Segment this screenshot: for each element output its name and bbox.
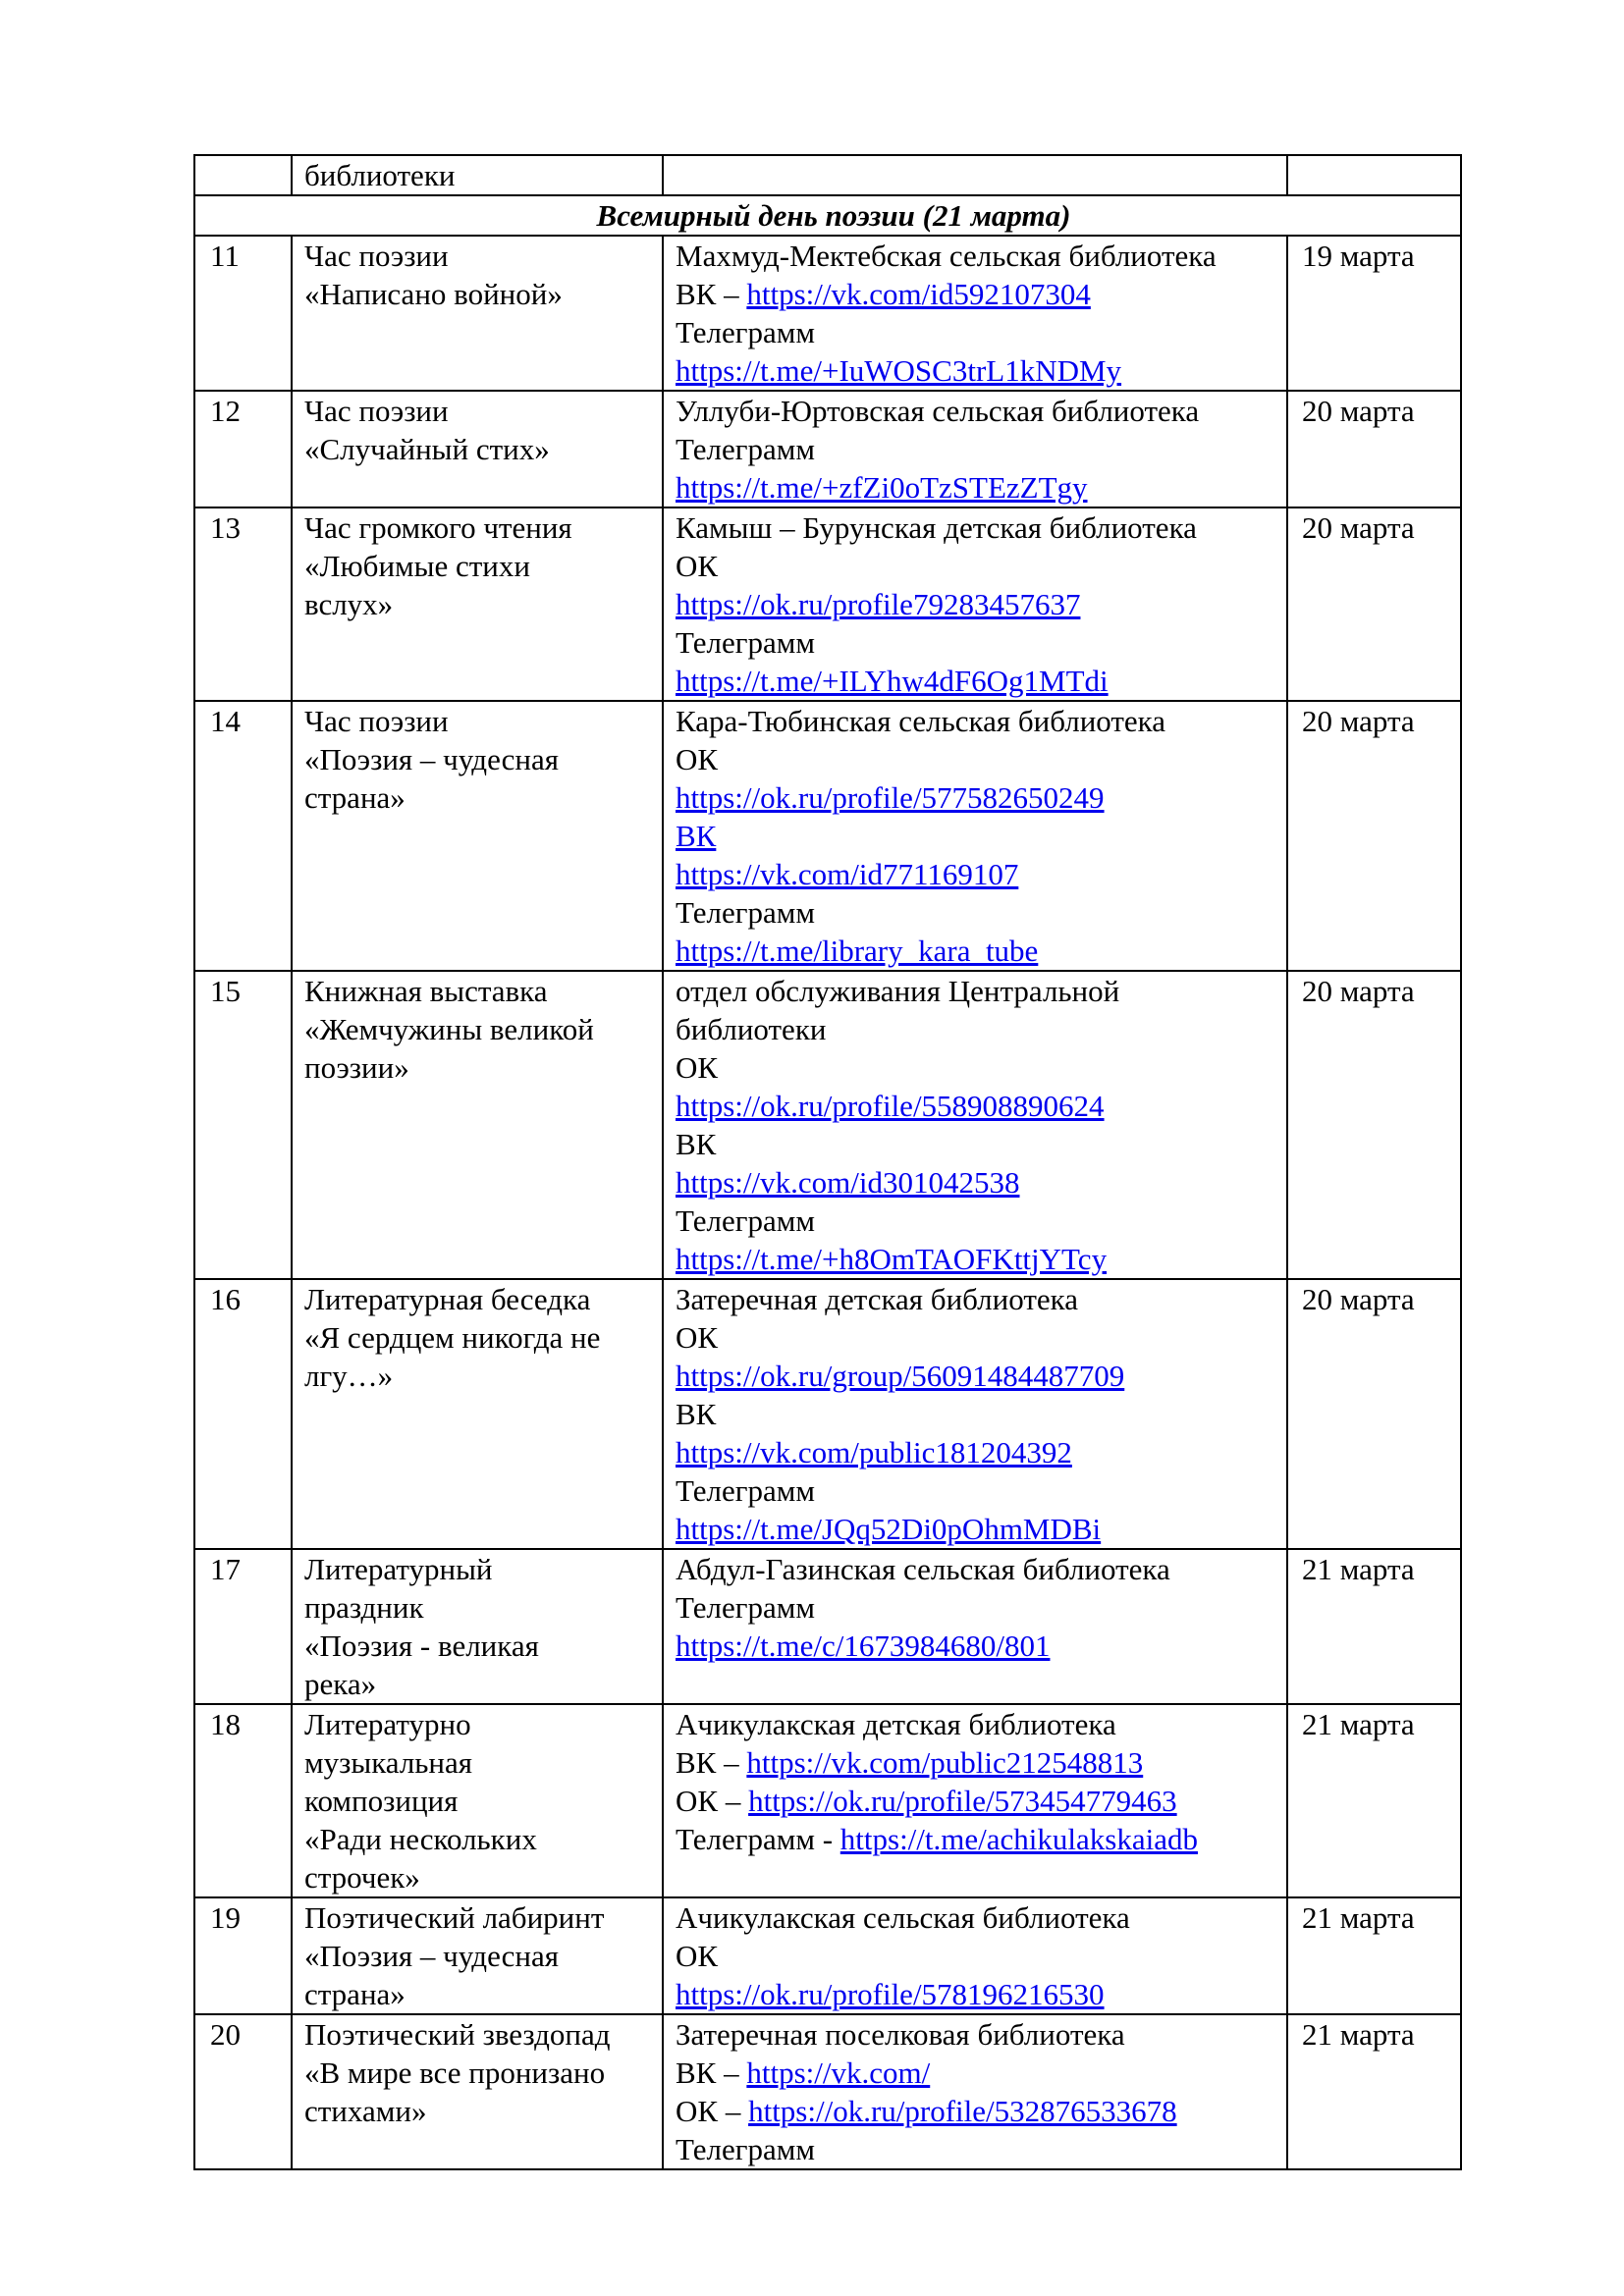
event-line: Литературный <box>304 1552 493 1586</box>
event-line: библиотеки <box>304 158 456 192</box>
place-line <box>676 1782 1286 1820</box>
place-text: Абдул-Газинская сельская библиотека <box>676 1552 1170 1586</box>
event-line: «Написано войной» <box>304 277 563 311</box>
place-text: Уллуби-Юртовская сельская библиотека <box>676 394 1200 428</box>
place-text: Затеречная детская библиотека <box>676 1282 1078 1316</box>
event-line: Литературно <box>304 1707 471 1741</box>
place-cell <box>663 236 1287 391</box>
place-line <box>676 1163 1286 1201</box>
place-text: Телеграмм <box>676 1590 815 1625</box>
event-line: стихами» <box>304 2094 427 2128</box>
event-cell <box>292 391 663 507</box>
event-line: Час поэзии <box>304 239 449 273</box>
row-number: 19 <box>194 1897 292 2014</box>
section-header-row <box>194 195 1461 236</box>
place-line <box>676 1743 1286 1782</box>
event-line: река» <box>304 1667 377 1701</box>
place-text: Затеречная поселковая библиотека <box>676 2017 1125 2052</box>
event-line: «Ради нескольких <box>304 1822 537 1856</box>
social-link[interactable]: https://t.me/library_kara_tube <box>676 934 1039 968</box>
table-row <box>194 701 1461 971</box>
place-line <box>676 855 1286 893</box>
event-cell <box>292 507 663 701</box>
row-number: 17 <box>194 1549 292 1704</box>
place-text: ВК <box>676 1127 717 1161</box>
place-text: библиотеки <box>676 1012 827 1046</box>
social-link[interactable]: https://vk.com/id301042538 <box>676 1165 1020 1200</box>
event-line: «Любимые стихи <box>304 549 530 583</box>
event-line: «В мире все пронизано <box>304 2056 606 2090</box>
event-line: «Жемчужины великой <box>304 1012 594 1046</box>
place-text: Телеграмм <box>676 1203 815 1238</box>
place-line <box>676 778 1286 817</box>
place-text: отдел обслуживания Центральной <box>676 974 1120 1008</box>
place-line <box>676 468 1286 507</box>
events-table <box>193 154 1462 2170</box>
place-line <box>676 972 1286 1010</box>
place-line <box>676 275 1286 313</box>
row-number: 14 <box>194 701 292 971</box>
place-line <box>676 351 1286 390</box>
event-line: Поэтический лабиринт <box>304 1900 605 1935</box>
continuation-row <box>194 155 1461 195</box>
event-line: «Я сердцем никогда не <box>304 1320 601 1355</box>
place-line <box>676 623 1286 662</box>
event-cell <box>292 701 663 971</box>
place-text: ОК <box>676 1320 719 1355</box>
social-link[interactable]: ВК <box>676 819 717 853</box>
place-line <box>676 1087 1286 1125</box>
place-text: Телеграмм <box>676 2132 815 2166</box>
place-line <box>676 2054 1286 2092</box>
place-line <box>676 1357 1286 1395</box>
place-line <box>676 1010 1286 1048</box>
place-line <box>676 1433 1286 1471</box>
date-cell <box>1287 155 1461 195</box>
date-cell: 21 марта <box>1287 2014 1461 2169</box>
row-number <box>194 155 292 195</box>
place-line <box>676 508 1286 547</box>
place-cell <box>663 1704 1287 1897</box>
event-cell <box>292 971 663 1279</box>
place-cell <box>663 1897 1287 2014</box>
place-line <box>676 585 1286 623</box>
place-cell <box>663 155 1287 195</box>
place-text: ОК – <box>676 1784 749 1818</box>
social-link[interactable]: https://ok.ru/profile/532876533678 <box>748 2094 1177 2128</box>
place-line <box>676 1588 1286 1627</box>
place-text: ОК <box>676 1939 719 1973</box>
date-cell: 21 марта <box>1287 1704 1461 1897</box>
event-line: строчек» <box>304 1860 420 1895</box>
place-cell <box>663 391 1287 507</box>
table-row <box>194 507 1461 701</box>
place-text: ОК – <box>676 2094 749 2128</box>
social-link[interactable]: https://ok.ru/profile79283457637 <box>676 587 1081 621</box>
place-cell <box>663 971 1287 1279</box>
social-link[interactable]: https://vk.com/id592107304 <box>746 277 1091 311</box>
place-cell <box>663 701 1287 971</box>
place-line <box>676 817 1286 855</box>
place-line <box>676 2130 1286 2168</box>
table-row <box>194 971 1461 1279</box>
date-cell: 21 марта <box>1287 1549 1461 1704</box>
place-line <box>676 313 1286 351</box>
place-cell <box>663 1279 1287 1549</box>
place-text: Телеграмм <box>676 625 815 660</box>
place-text: Телеграмм <box>676 1473 815 1508</box>
place-line <box>676 237 1286 275</box>
place-text: Камыш – Бурунская детская библиотека <box>676 510 1197 545</box>
table-row <box>194 1704 1461 1897</box>
event-cell <box>292 2014 663 2169</box>
row-number: 11 <box>194 236 292 391</box>
social-link[interactable]: https://vk.com/public212548813 <box>746 1745 1144 1780</box>
event-line: «Поэзия – чудесная <box>304 1939 559 1973</box>
place-line <box>676 2092 1286 2130</box>
table-row <box>194 2014 1461 2169</box>
date-cell: 20 марта <box>1287 1279 1461 1549</box>
event-line: страна» <box>304 780 406 815</box>
social-link[interactable]: https://vk.com/id771169107 <box>676 857 1019 891</box>
social-link[interactable]: https://vk.com/ <box>746 2056 931 2090</box>
event-cell <box>292 1704 663 1897</box>
place-line <box>676 1898 1286 1937</box>
event-cell <box>292 1549 663 1704</box>
place-line <box>676 1048 1286 1087</box>
event-line: «Поэзия - великая <box>304 1629 539 1663</box>
place-line <box>676 702 1286 740</box>
place-text: Кара-Тюбинская сельская библиотека <box>676 704 1166 738</box>
row-number: 16 <box>194 1279 292 1549</box>
table-row <box>194 1549 1461 1704</box>
place-line <box>676 1318 1286 1357</box>
place-text: Телеграмм <box>676 315 815 349</box>
place-line <box>676 662 1286 700</box>
place-line <box>676 1471 1286 1510</box>
table-row <box>194 236 1461 391</box>
social-link[interactable]: https://t.me/+IuWOSC3trL1kNDMy <box>676 353 1122 388</box>
place-line <box>676 740 1286 778</box>
place-text: ОК <box>676 1050 719 1085</box>
event-cell <box>292 1279 663 1549</box>
event-cell <box>292 1897 663 2014</box>
event-line: Час поэзии <box>304 704 449 738</box>
date-cell: 20 марта <box>1287 507 1461 701</box>
place-text: ОК <box>676 549 719 583</box>
place-line <box>676 1201 1286 1240</box>
social-link[interactable]: https://ok.ru/group/56091484487709 <box>676 1359 1125 1393</box>
place-text: Ачикулакская детская библиотека <box>676 1707 1116 1741</box>
place-line <box>676 932 1286 970</box>
event-line: страна» <box>304 1977 406 2011</box>
social-link[interactable]: https://t.me/c/1673984680/801 <box>676 1629 1051 1663</box>
social-link[interactable]: https://t.me/+ILYhw4dF6Og1MTdi <box>676 664 1109 698</box>
place-line <box>676 1820 1286 1858</box>
table-row <box>194 1897 1461 2014</box>
event-cell <box>292 155 663 195</box>
place-line <box>676 430 1286 468</box>
place-cell <box>663 2014 1287 2169</box>
date-cell: 20 марта <box>1287 701 1461 971</box>
section-title: Всемирный день поэзии (21 марта) <box>194 195 1461 236</box>
date-cell: 21 марта <box>1287 1897 1461 2014</box>
event-line: «Поэзия – чудесная <box>304 742 559 776</box>
place-line <box>676 1510 1286 1548</box>
row-number: 12 <box>194 391 292 507</box>
date-cell: 20 марта <box>1287 391 1461 507</box>
place-cell <box>663 1549 1287 1704</box>
place-text: Махмуд-Мектебская сельская библиотека <box>676 239 1217 273</box>
place-text: ВК – <box>676 1745 747 1780</box>
social-link[interactable]: https://ok.ru/profile/558908890624 <box>676 1089 1105 1123</box>
event-line: лгу…» <box>304 1359 394 1393</box>
date-cell: 19 марта <box>1287 236 1461 391</box>
place-line <box>676 1125 1286 1163</box>
row-number: 20 <box>194 2014 292 2169</box>
place-line <box>676 1280 1286 1318</box>
place-line <box>676 1705 1286 1743</box>
row-number: 13 <box>194 507 292 701</box>
place-line <box>676 1395 1286 1433</box>
row-number: 15 <box>194 971 292 1279</box>
event-line: вслух» <box>304 587 394 621</box>
place-text: ВК – <box>676 2056 747 2090</box>
place-cell <box>663 507 1287 701</box>
table-row <box>194 391 1461 507</box>
place-text: Телеграмм <box>676 895 815 930</box>
social-link[interactable]: https://t.me/JQq52Di0pOhmMDBi <box>676 1512 1102 1546</box>
place-line <box>676 1240 1286 1278</box>
social-link[interactable]: https://t.me/+zfZi0oTzSTEzZTgy <box>676 470 1088 505</box>
event-line: Час поэзии <box>304 394 449 428</box>
place-text: ОК <box>676 742 719 776</box>
place-line <box>676 1975 1286 2013</box>
event-line: Книжная выставка <box>304 974 548 1008</box>
event-line: музыкальная <box>304 1745 473 1780</box>
social-link[interactable]: https://ok.ru/profile/578196216530 <box>676 1977 1105 2011</box>
event-line: Час громкого чтения <box>304 510 572 545</box>
place-text: ВК <box>676 1397 717 1431</box>
social-link[interactable]: https://ok.ru/profile/573454779463 <box>748 1784 1177 1818</box>
event-cell <box>292 236 663 391</box>
event-line: поэзии» <box>304 1050 409 1085</box>
place-line <box>676 2015 1286 2054</box>
place-text: Ачикулакская сельская библиотека <box>676 1900 1130 1935</box>
place-line <box>676 893 1286 932</box>
event-line: Литературная беседка <box>304 1282 591 1316</box>
table-row <box>194 1279 1461 1549</box>
social-link[interactable]: https://t.me/+h8OmTAOFKttjYTcy <box>676 1242 1108 1276</box>
event-line: праздник <box>304 1590 424 1625</box>
place-line <box>676 547 1286 585</box>
place-text: ВК – <box>676 277 747 311</box>
row-number: 18 <box>194 1704 292 1897</box>
social-link[interactable]: https://t.me/achikulakskaiadb <box>839 1822 1198 1856</box>
place-text: Телеграмм - <box>676 1822 840 1856</box>
place-line <box>676 1937 1286 1975</box>
event-line: Поэтический звездопад <box>304 2017 611 2052</box>
social-link[interactable]: https://vk.com/public181204392 <box>676 1435 1072 1469</box>
date-cell: 20 марта <box>1287 971 1461 1279</box>
social-link[interactable]: https://ok.ru/profile/577582650249 <box>676 780 1105 815</box>
place-text: Телеграмм <box>676 432 815 466</box>
place-line <box>676 392 1286 430</box>
place-line <box>676 1627 1286 1665</box>
event-line: «Случайный стих» <box>304 432 550 466</box>
event-line: композиция <box>304 1784 459 1818</box>
place-line <box>676 1550 1286 1588</box>
